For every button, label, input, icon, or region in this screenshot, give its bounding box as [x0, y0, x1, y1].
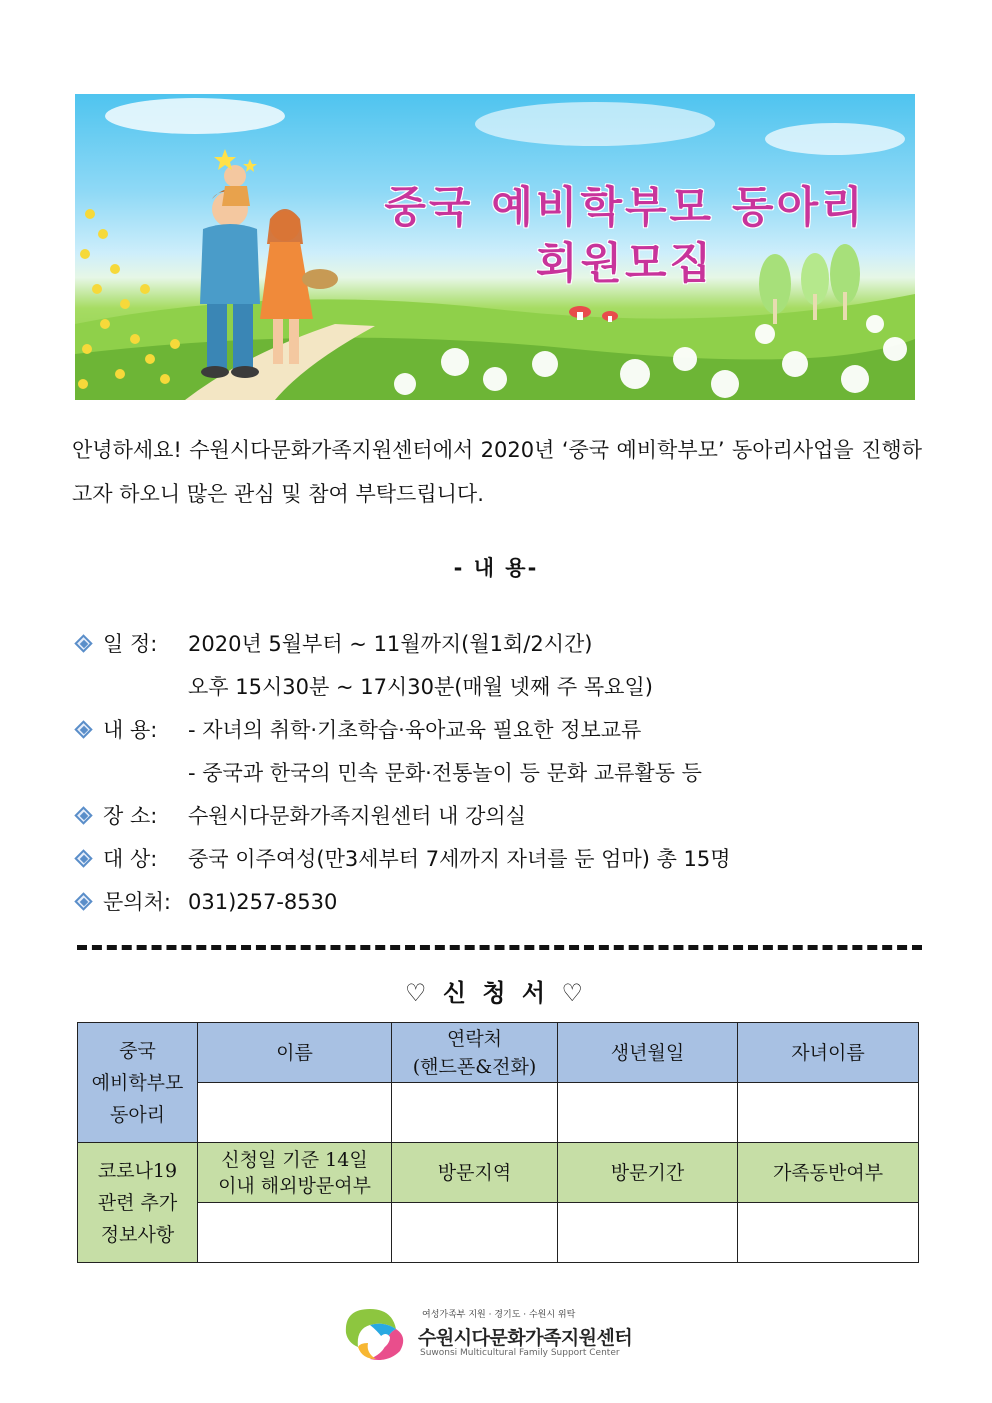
child-name-input-cell[interactable] — [738, 1083, 919, 1143]
diamond-bullet-icon — [75, 893, 93, 911]
header-child-name: 자녀이름 — [738, 1023, 919, 1083]
target-label: 대 상: — [103, 847, 158, 871]
diamond-bullet-icon — [75, 807, 93, 825]
content-value-2: - 중국과 한국의 민속 문화·전통놀이 등 문화 교류활동 등 — [188, 761, 702, 785]
center-logo-icon — [340, 1303, 416, 1363]
content-row — [75, 714, 641, 744]
banner-title-line1: 중국 예비학부모 동아리 — [384, 183, 866, 233]
dashed-divider — [77, 945, 922, 950]
logo-english-name: Suwonsi Multicultural Family Support Center — [420, 1348, 620, 1358]
group2-label: 코로나19 관련 추가 정보사항 — [78, 1143, 198, 1263]
contact-value: 031)257-8530 — [188, 890, 338, 914]
logo-name: 수원시다문화가족지원센터 — [418, 1327, 633, 1349]
header-visit-period: 방문기간 — [558, 1143, 738, 1203]
schedule-value: 2020년 5월부터 ~ 11월까지(월1회/2시간) — [188, 632, 593, 656]
center-logo — [340, 1303, 640, 1363]
diamond-bullet-icon — [75, 635, 93, 653]
header-visit-region: 방문지역 — [392, 1143, 558, 1203]
header-family-accompany: 가족동반여부 — [738, 1143, 919, 1203]
form-title: ♡ 신 청 서 ♡ — [404, 979, 587, 1007]
target-value: 중국 이주여성(만3세부터 7세까지 자녀를 둔 엄마) 총 15명 — [188, 847, 731, 871]
target-row — [75, 843, 731, 873]
header-birthdate: 생년월일 — [558, 1023, 738, 1083]
header-contact: 연락처 (핸드폰&전화) — [392, 1023, 558, 1083]
contact-row — [75, 886, 337, 916]
diamond-bullet-icon — [75, 850, 93, 868]
content-value-1: - 자녀의 취학·기초학습·육아교육 필요한 정보교류 — [188, 718, 642, 742]
application-form — [77, 1022, 919, 1263]
section-title: - 내 용- — [453, 556, 539, 580]
content-label: 내 용: — [103, 718, 158, 742]
birthdate-input-cell[interactable] — [558, 1083, 738, 1143]
schedule-time: 오후 15시30분 ~ 17시30분(매월 넷째 주 목요일) — [188, 675, 653, 699]
place-row — [75, 800, 526, 830]
visit-region-input-cell[interactable] — [392, 1203, 558, 1263]
family-accompany-input-cell[interactable] — [738, 1203, 919, 1263]
intro-paragraph: 안녕하세요! 수원시다문화가족지원센터에서 2020년 ‘중국 예비학부모’ 동아리사업을 진행하고자 하오니 많은 관심 및 참여 부탁드립니다. — [72, 438, 922, 506]
banner-title-line2: 회원모집 — [535, 239, 715, 289]
schedule-label: 일 정: — [103, 632, 158, 656]
overseas-visit-input-cell[interactable] — [198, 1203, 392, 1263]
header-name: 이름 — [198, 1023, 392, 1083]
contact-input-cell[interactable] — [392, 1083, 558, 1143]
contact-label: 문의처: — [103, 890, 171, 914]
header-banner — [75, 94, 915, 400]
header-overseas-visit: 신청일 기준 14일 이내 해외방문여부 — [198, 1143, 392, 1203]
place-value: 수원시다문화가족지원센터 내 강의실 — [188, 804, 526, 828]
diamond-bullet-icon — [75, 721, 93, 739]
visit-period-input-cell[interactable] — [558, 1203, 738, 1263]
schedule-row — [75, 628, 592, 658]
logo-sponsor-text: 여성가족부 지원 · 경기도 · 수원시 위탁 — [422, 1310, 576, 1320]
name-input-cell[interactable] — [198, 1083, 392, 1143]
place-label: 장 소: — [103, 804, 158, 828]
group1-label: 중국 예비학부모 동아리 — [78, 1023, 198, 1143]
